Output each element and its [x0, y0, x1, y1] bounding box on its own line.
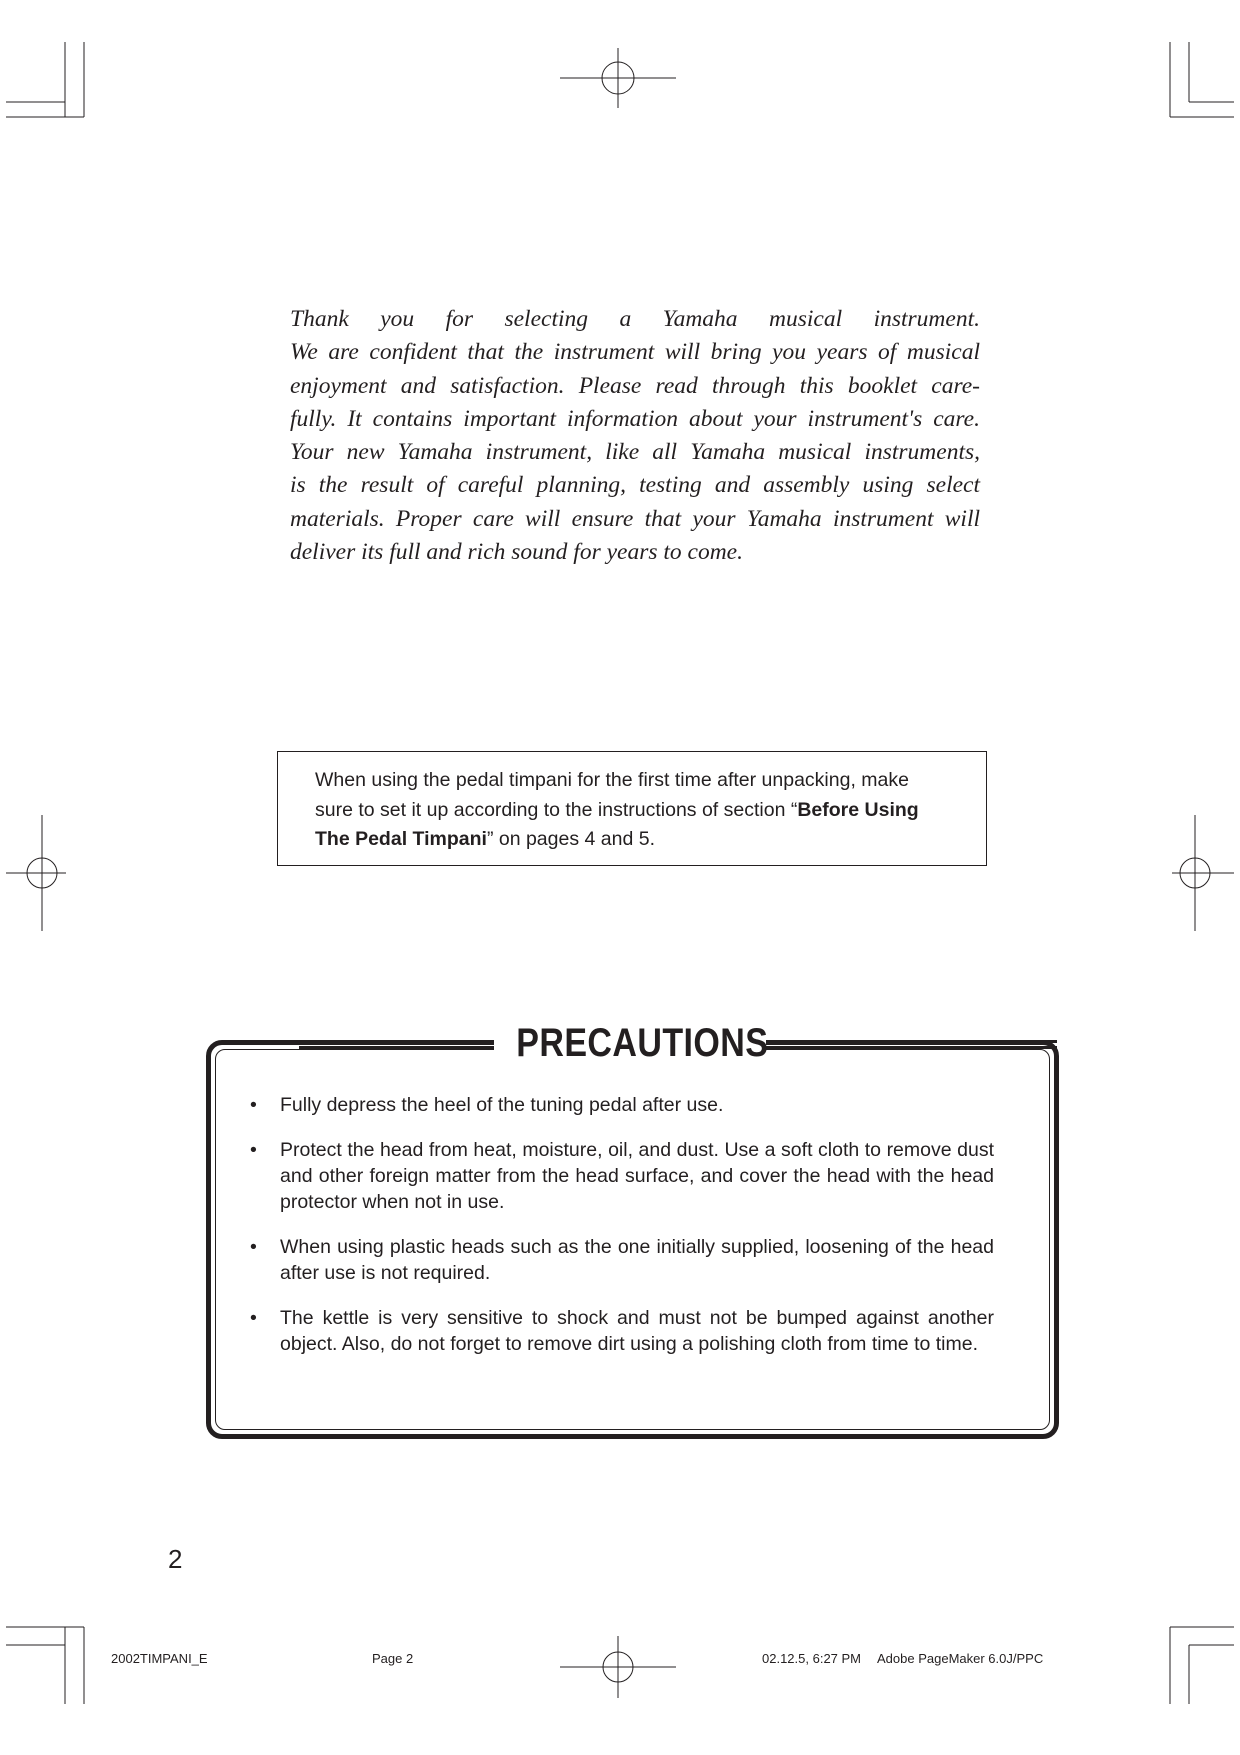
intro-line: Your new Yamaha instrument, like all Yamaha musical instruments,	[290, 439, 980, 466]
bullet: •	[250, 1236, 257, 1258]
page-number: 2	[168, 1544, 183, 1574]
precautions-list	[244, 1092, 994, 1376]
precautions-title-box	[494, 1016, 769, 1070]
title-rule-left	[299, 1040, 505, 1052]
intro-line: fully. It contains important information about your instrument's care.	[290, 405, 980, 432]
precaution-text: Protect the head from heat, moisture, oil, and dust. Use a soft cloth to remove dust and other foreign matter from the head surface, and cover the head with the head protector when not in use.	[280, 1139, 994, 1213]
setup-notice-box	[277, 751, 987, 866]
intro-paragraph	[290, 303, 980, 569]
bullet: •	[250, 1094, 257, 1116]
intro-line: deliver its full and rich sound for years to come.	[290, 539, 743, 566]
intro-line: enjoyment and satisfaction. Please read through this booklet care-	[290, 372, 980, 399]
precaution-item	[244, 1305, 994, 1357]
precaution-item	[244, 1234, 994, 1286]
bullet: •	[250, 1139, 257, 1161]
slug-file-name: 2002TIMPANI_E	[111, 1651, 208, 1666]
intro-line: is the result of careful planning, testing and assembly using select	[290, 472, 980, 499]
intro-line: Thank you for selecting a Yamaha musical instrument.	[290, 306, 980, 332]
slug-date-time: 02.12.5, 6:27 PM	[762, 1651, 862, 1666]
precaution-item	[244, 1092, 994, 1118]
precaution-text: The kettle is very sensitive to shock and must not be bumped against another object. Also, do not forget to remove dirt using a polishing cloth from time to time.	[280, 1307, 994, 1355]
precaution-text: Fully depress the heel of the tuning pedal after use.	[280, 1094, 724, 1116]
notice-text-after: ” on pages 4 and 5.	[486, 828, 655, 850]
slug-application: Adobe PageMaker 6.0J/PPC	[877, 1651, 1044, 1666]
slug-page-label: Page 2	[372, 1651, 414, 1666]
precaution-item	[244, 1137, 994, 1215]
bullet: •	[250, 1307, 257, 1329]
notice-text-before: When using the pedal timpani for the first time after unpacking, make sure to set it up according to the instructions of section “	[315, 769, 909, 821]
intro-line: materials. Proper care will ensure that your Yamaha instrument will	[290, 505, 980, 532]
intro-line: We are confident that the instrument will bring you years of musical	[290, 339, 980, 366]
title-rule-right	[757, 1040, 1057, 1052]
precautions-title: PRECAUTIONS	[516, 1021, 769, 1065]
precaution-text: When using plastic heads such as the one initially supplied, loosening of the head after use is not required.	[280, 1236, 994, 1284]
notice-section-reference: Before Using The Pedal Timpani	[315, 798, 919, 850]
